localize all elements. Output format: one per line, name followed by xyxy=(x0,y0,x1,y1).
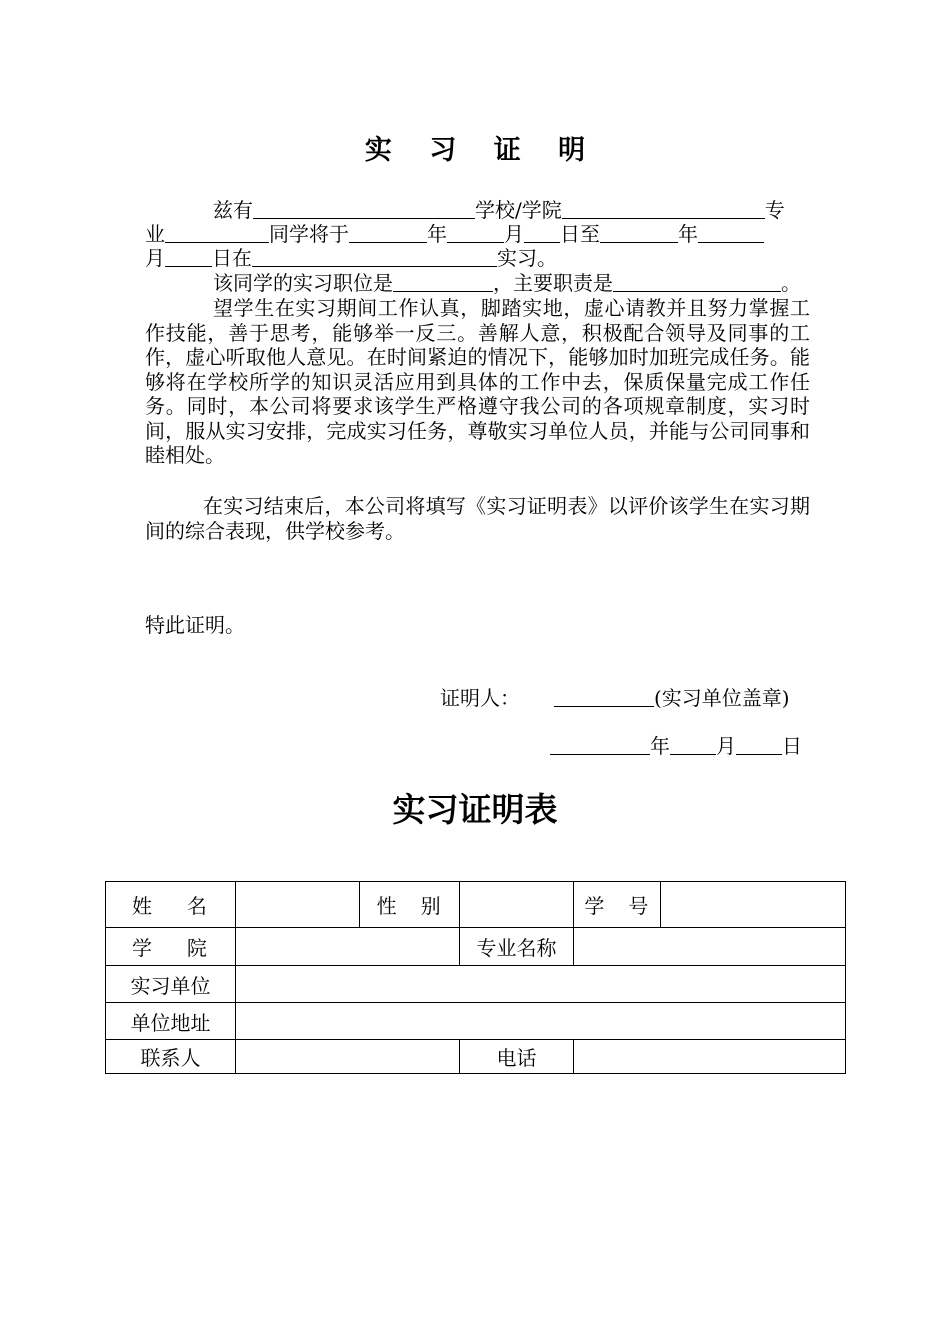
start-month-blank[interactable] xyxy=(447,224,504,243)
closing-statement: 特此证明。 xyxy=(145,613,245,637)
college-label-cell xyxy=(106,928,236,966)
row-unit-address xyxy=(106,1003,846,1040)
intro-line-1 xyxy=(213,198,785,223)
text-period: 。 xyxy=(781,271,801,295)
intro-line-2 xyxy=(145,222,764,247)
text-day-at: 日在 xyxy=(212,246,252,270)
row-college xyxy=(106,928,846,966)
position-blank[interactable] xyxy=(393,273,493,292)
end-month-blank[interactable] xyxy=(698,224,764,243)
school-blank[interactable] xyxy=(253,200,475,219)
text-intern: 实习。 xyxy=(497,246,557,270)
unit-address-label: 单位地址 xyxy=(106,1003,236,1040)
text-student-will: 同学将于 xyxy=(269,222,349,246)
label-char-0: 学 xyxy=(584,894,605,918)
text-month-2: 月 xyxy=(145,246,165,270)
date-day-label: 日 xyxy=(782,734,802,758)
major-label-cell: 专业名称 xyxy=(459,928,574,966)
start-year-blank[interactable] xyxy=(349,224,427,243)
text-ye: 业 xyxy=(145,222,165,246)
text-year-2: 年 xyxy=(678,222,698,246)
row-internship-unit xyxy=(106,966,846,1003)
company-blank[interactable] xyxy=(252,248,497,267)
unit-address-value-cell[interactable] xyxy=(235,1003,845,1040)
contact-value-cell[interactable] xyxy=(235,1040,459,1074)
college-value-cell[interactable] xyxy=(235,928,459,966)
date-year-blank[interactable] xyxy=(550,736,650,755)
label-char-0: 姓 xyxy=(132,894,152,918)
certificate-title: 实 习 证 明 xyxy=(364,135,600,166)
text-zi-you: 兹有 xyxy=(213,198,253,222)
text-school: 学校/学院 xyxy=(475,198,562,222)
major-blank[interactable] xyxy=(165,224,269,243)
end-year-blank[interactable] xyxy=(600,224,678,243)
date-line xyxy=(550,734,802,759)
text-year: 年 xyxy=(427,222,447,246)
text-day-to: 日至 xyxy=(560,222,600,246)
name-value-cell[interactable] xyxy=(235,882,359,928)
signer-line xyxy=(440,686,790,711)
signer-blank[interactable] xyxy=(554,688,654,707)
label-char-0: 性 xyxy=(376,894,397,918)
intro-line-3 xyxy=(145,246,557,271)
duties-blank[interactable] xyxy=(613,273,781,292)
contact-label: 联系人 xyxy=(106,1040,236,1074)
internship-unit-label: 实习单位 xyxy=(106,966,236,1003)
evaluation-paragraph: 望学生在实习期间工作认真，脚踏实地，虚心请教并且努力掌握工作技能，善于思考，能够举一反三。善解人意，积极配合领导及同事的工作，虚心听取他人意见。在时间紧迫的情况下，能够加时加班完成任务。能够将在学校所学的知识灵活应用到具体的工作中去，保质保量完成工作任务。同时，本公司将要求该学生严格遵守我公司的各项规章制度，实习时间，服从实习安排，完成实习任务，尊敬实习单位人员，并能与公司同事和睦相处。 xyxy=(145,296,810,467)
text-month: 月 xyxy=(504,222,524,246)
student-id-value-cell[interactable] xyxy=(661,882,846,928)
date-month-label: 月 xyxy=(716,734,736,758)
end-day-blank[interactable] xyxy=(165,248,212,267)
college-blank[interactable] xyxy=(562,200,765,219)
internship-unit-value-cell[interactable] xyxy=(235,966,845,1003)
closing-paragraph: 在实习结束后，本公司将填写《实习证明表》以评价该学生在实习期间的综合表现，供学校参考。 xyxy=(145,494,810,543)
label-char-1: 号 xyxy=(628,894,649,918)
internship-form-table xyxy=(105,881,846,1074)
text-duties: ，主要职责是 xyxy=(493,271,613,295)
row-contact xyxy=(106,1040,846,1074)
position-line xyxy=(213,271,801,296)
start-day-blank[interactable] xyxy=(524,224,560,243)
form-title: 实习证明表 xyxy=(392,790,558,829)
label-char-1: 名 xyxy=(186,894,207,918)
signer-label: 证明人： xyxy=(440,686,520,710)
date-day-blank[interactable] xyxy=(736,736,782,755)
date-year-label: 年 xyxy=(650,734,670,758)
label-char-0: 学 xyxy=(132,936,152,960)
gender-label-cell xyxy=(359,882,459,928)
date-month-blank[interactable] xyxy=(670,736,716,755)
major-value-cell[interactable] xyxy=(574,928,846,966)
name-label-cell xyxy=(106,882,236,928)
label-char-1: 别 xyxy=(420,894,441,918)
gender-value-cell[interactable] xyxy=(459,882,574,928)
text-position: 该同学的实习职位是 xyxy=(213,271,393,295)
text-zhuan: 专 xyxy=(764,198,785,222)
seal-note: (实习单位盖章) xyxy=(654,686,790,710)
student-id-label-cell xyxy=(574,882,661,928)
row-basic-info xyxy=(106,882,846,928)
phone-label: 电话 xyxy=(459,1040,574,1074)
phone-value-cell[interactable] xyxy=(574,1040,846,1074)
label-char-1: 院 xyxy=(186,936,207,960)
